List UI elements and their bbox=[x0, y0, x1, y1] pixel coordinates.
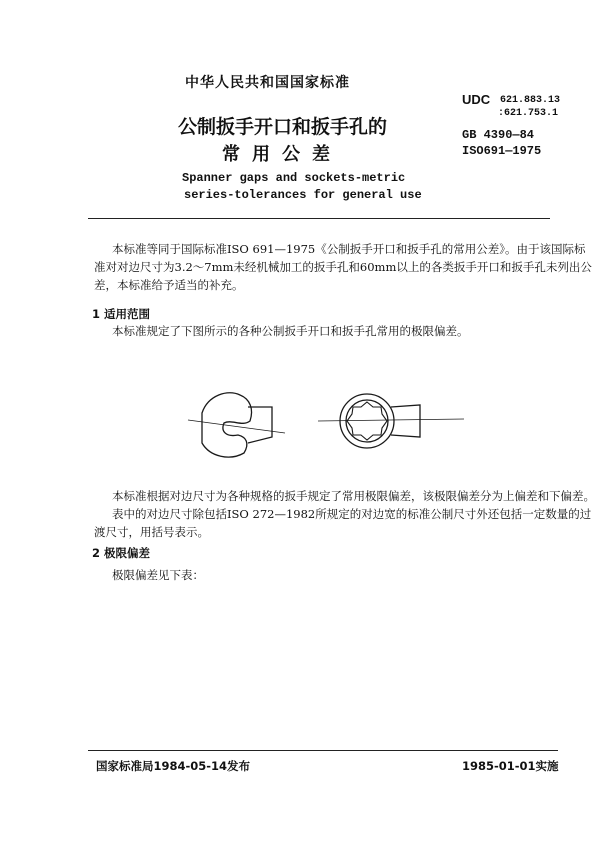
udc-code-2: :621.753.1 bbox=[498, 108, 559, 119]
intro-line-1: 本标准等同于国际标准ISO 691—1975《公制扳手开口和扳手孔的常用公差》。由于该国际标 bbox=[112, 242, 586, 256]
section-2-paragraph: 极限偏差见下表： bbox=[112, 568, 204, 582]
english-title-line-1: Spanner gaps and sockets-metric bbox=[182, 171, 406, 185]
udc-label: UDC bbox=[462, 92, 491, 107]
after-figure-line-1: 本标准根据对边尺寸为各种规格的扳手规定了常用极限偏差，该极限偏差分为上偏差和下偏差。 bbox=[112, 489, 595, 503]
issue-date: 国家标准局1984-05-14发布 bbox=[96, 759, 251, 773]
header-rule bbox=[88, 218, 550, 219]
intro-line-2: 准对对边尺寸为3.2～7mm未经机械加工的扳手孔和60mm以上的各类扳手开口和扳手孔未列出公 bbox=[94, 260, 592, 274]
ring-spanner-drawing bbox=[318, 394, 464, 448]
english-title-line-2: series-tolerances for general use bbox=[184, 188, 422, 202]
intro-line-3: 差，本标准给予适当的补充。 bbox=[94, 278, 244, 292]
ring-spanner-handle bbox=[391, 405, 420, 437]
after-figure-line-3: 渡尺寸，用括号表示。 bbox=[94, 525, 209, 539]
title-line-2: 常用公差 bbox=[222, 144, 342, 165]
ring-spanner-socket bbox=[347, 402, 387, 440]
national-standard-heading: 中华人民共和国国家标准 bbox=[185, 75, 350, 91]
spanner-figure bbox=[180, 385, 470, 465]
section-2-heading: 2 极限偏差 bbox=[92, 546, 151, 560]
after-figure-line-2: 表中的对边尺寸除包括ISO 272—1982所规定的对边宽的标准公制尺寸外还包括一定数量的过 bbox=[112, 507, 592, 521]
gb-code: GB 4390—84 bbox=[462, 128, 535, 142]
udc-code-1: 621.883.13 bbox=[500, 95, 561, 106]
effective-date: 1985-01-01实施 bbox=[462, 759, 559, 773]
title-line-1: 公制扳手开口和扳手孔的 bbox=[178, 116, 388, 138]
iso-code: ISO691—1975 bbox=[462, 144, 542, 158]
ring-spanner-inner bbox=[346, 400, 388, 442]
open-spanner-drawing bbox=[188, 393, 285, 457]
section-1-paragraph: 本标准规定了下图所示的各种公制扳手开口和扳手孔常用的极限偏差。 bbox=[112, 324, 469, 338]
section-1-heading: 1 适用范围 bbox=[92, 307, 151, 321]
footer-rule bbox=[88, 750, 558, 751]
